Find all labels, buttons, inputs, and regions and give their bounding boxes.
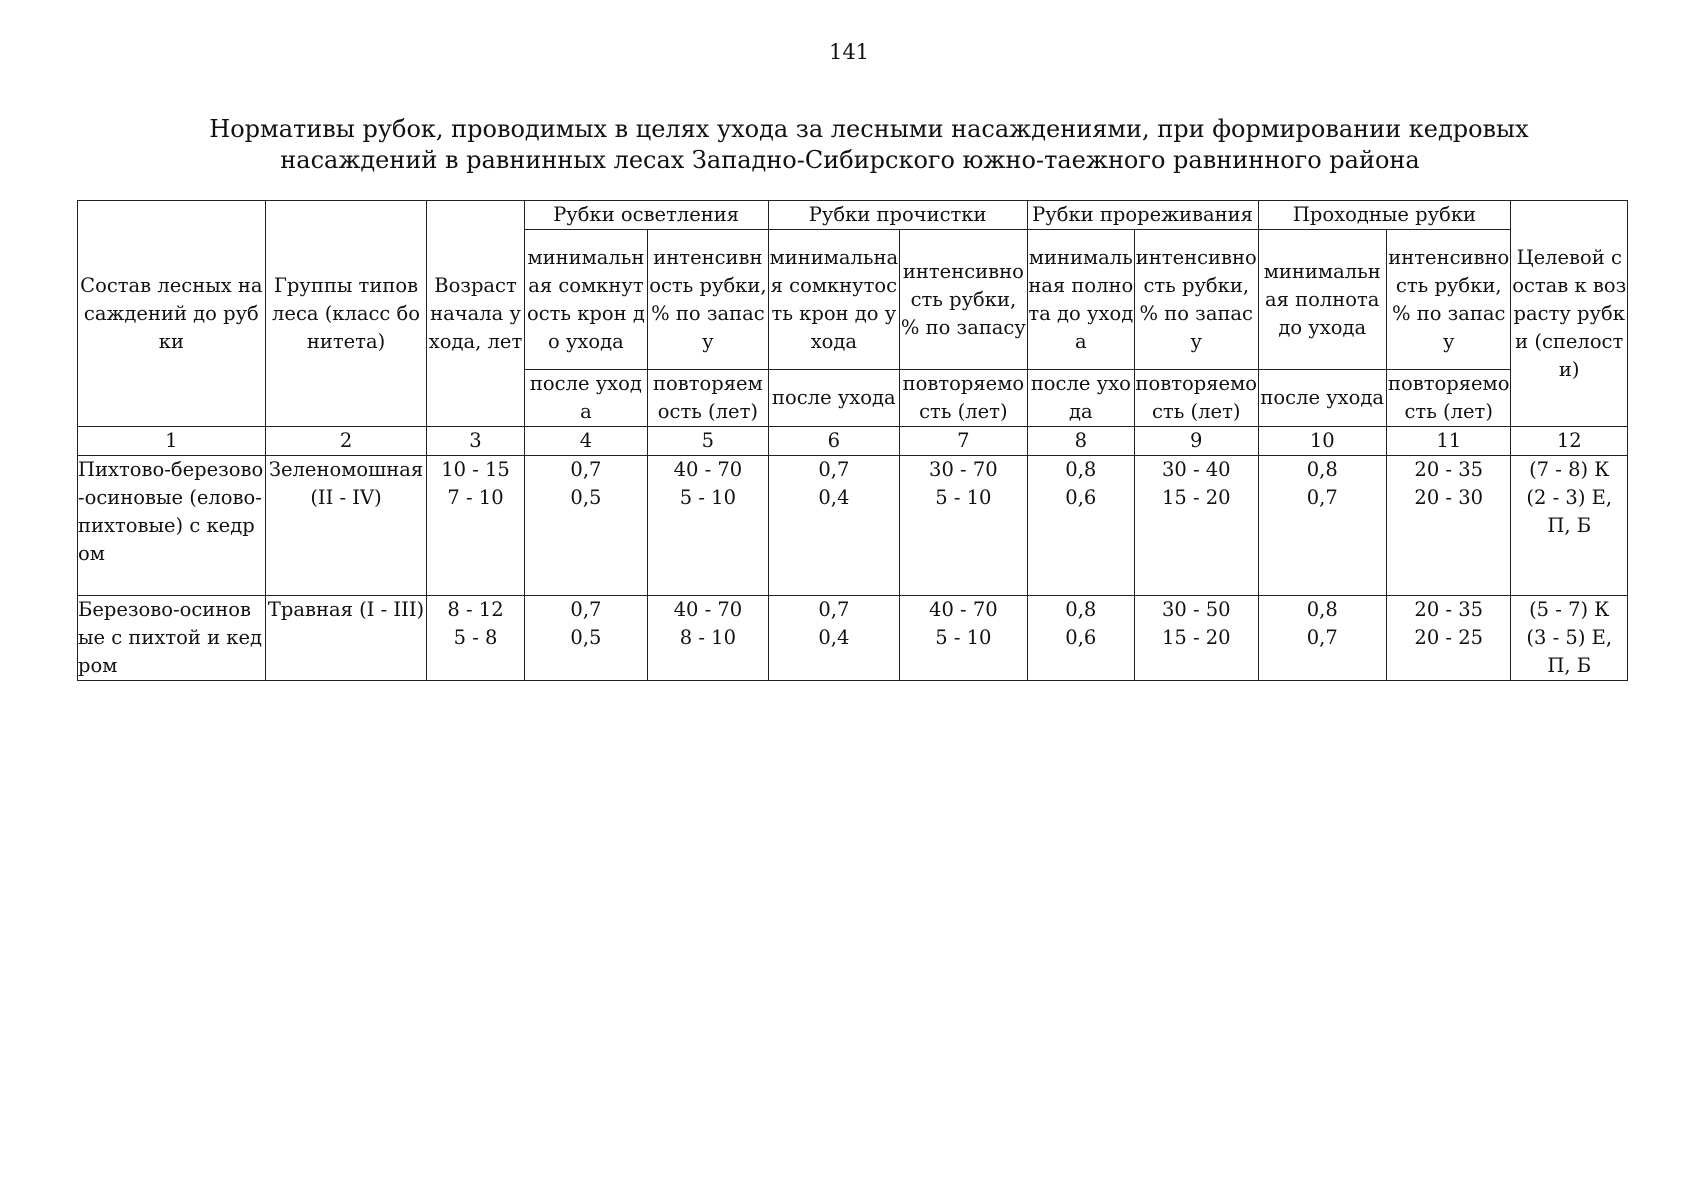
cell-target xyxy=(1511,596,1628,681)
cell-value: 5 - 10 xyxy=(935,486,992,509)
cell-c8 xyxy=(1027,596,1134,681)
cell-value: 20 - 35 xyxy=(1414,598,1484,621)
cell-value: 0,8 xyxy=(1065,458,1097,481)
cell-c11 xyxy=(1386,596,1510,681)
cell-value: 20 - 25 xyxy=(1414,626,1484,649)
cell-value: 0,4 xyxy=(818,486,850,509)
cell-value: 20 - 30 xyxy=(1414,486,1484,509)
cell-value: П, Б xyxy=(1547,514,1592,537)
cell-c7 xyxy=(900,596,1027,681)
cell-value: 0,5 xyxy=(570,486,602,509)
cell-c6 xyxy=(768,596,900,681)
document-title xyxy=(0,114,1698,176)
header-proch-intensity: интенсивность рубки, % по запасу xyxy=(900,230,1027,370)
cell-value: 30 - 50 xyxy=(1161,598,1231,621)
cell-c4 xyxy=(524,456,647,596)
cell-value: 8 - 10 xyxy=(679,626,736,649)
header-group-osvetleniya: Рубки осветления xyxy=(524,201,768,230)
table-row xyxy=(78,456,1628,596)
cell-value: 0,8 xyxy=(1306,458,1338,481)
column-number: 2 xyxy=(265,427,427,456)
cell-age xyxy=(427,596,524,681)
page-number: 141 xyxy=(828,40,870,64)
cell-value: 5 - 8 xyxy=(453,626,498,649)
column-number: 1 xyxy=(78,427,266,456)
header-group-prohodnye: Проходные рубки xyxy=(1258,201,1511,230)
cell-c10 xyxy=(1258,596,1386,681)
cell-value: 10 - 15 xyxy=(441,458,510,481)
column-number: 3 xyxy=(427,427,524,456)
cell-composition: Пихтово-березово-осиновые (елово-пихтовые) с кедром xyxy=(78,456,266,596)
cell-value: (7 - 8) К xyxy=(1529,458,1610,481)
cell-composition: Березово-осиновые с пихтой и кедром xyxy=(78,596,266,681)
cell-c10 xyxy=(1258,456,1386,596)
header-proch-min-closure: минимальная сомкнутость крон до ухода xyxy=(768,230,900,370)
cell-value: 0,7 xyxy=(1306,626,1338,649)
header-prorezh-min-density: минимальная полнота до ухода xyxy=(1027,230,1134,370)
cell-value: 0,8 xyxy=(1065,598,1097,621)
cell-value: (2 - 3) Е, xyxy=(1526,486,1613,509)
cell-forest-type: Зеленомошная (II - IV) xyxy=(265,456,427,596)
cell-value: 5 - 10 xyxy=(679,486,736,509)
header-prohod-repeat: повторяемость (лет) xyxy=(1386,370,1510,427)
cell-age xyxy=(427,456,524,596)
column-number: 8 xyxy=(1027,427,1134,456)
column-number: 10 xyxy=(1258,427,1386,456)
header-group-prorezhivaniya: Рубки прореживания xyxy=(1027,201,1258,230)
cell-value: (5 - 7) К xyxy=(1529,598,1610,621)
header-prohod-after: после ухода xyxy=(1258,370,1386,427)
cell-value: (3 - 5) Е, xyxy=(1526,626,1613,649)
cell-value: 30 - 40 xyxy=(1161,458,1231,481)
header-prorezh-intensity: интенсивность рубки, % по запасу xyxy=(1135,230,1258,370)
cell-value: 5 - 10 xyxy=(935,626,992,649)
cell-c5 xyxy=(648,456,768,596)
column-number: 5 xyxy=(648,427,768,456)
column-number: 11 xyxy=(1386,427,1510,456)
column-numbers-row xyxy=(78,427,1628,456)
cell-value: 0,7 xyxy=(818,598,850,621)
cell-value: 20 - 35 xyxy=(1414,458,1484,481)
cell-value: 40 - 70 xyxy=(673,598,743,621)
cell-value: 15 - 20 xyxy=(1161,626,1231,649)
cell-c11 xyxy=(1386,456,1510,596)
column-number: 7 xyxy=(900,427,1027,456)
cell-value: 30 - 70 xyxy=(929,458,998,481)
header-osv-min-closure: минимальная сомкнутость крон до ухода xyxy=(524,230,647,370)
cell-value: 7 - 10 xyxy=(447,486,504,509)
header-prorezh-after: после ухода xyxy=(1027,370,1134,427)
cell-c4 xyxy=(524,596,647,681)
cell-value: 0,6 xyxy=(1065,486,1097,509)
cell-c7 xyxy=(900,456,1027,596)
cell-value: 0,6 xyxy=(1065,626,1097,649)
header-prorezh-repeat: повторяемость (лет) xyxy=(1135,370,1258,427)
column-number: 4 xyxy=(524,427,647,456)
header-proch-after: после ухода xyxy=(768,370,900,427)
norms-table xyxy=(77,200,1628,681)
cell-c5 xyxy=(648,596,768,681)
cell-c8 xyxy=(1027,456,1134,596)
table-row xyxy=(78,596,1628,681)
header-forest-type: Группы типов леса (класс бонитета) xyxy=(265,201,427,427)
cell-forest-type: Травная (I - III) xyxy=(265,596,427,681)
header-osv-repeat: повторяемость (лет) xyxy=(648,370,768,427)
cell-value: 0,7 xyxy=(570,458,602,481)
cell-c9 xyxy=(1135,596,1258,681)
header-group-prochistki: Рубки прочистки xyxy=(768,201,1027,230)
cell-value: 0,7 xyxy=(1306,486,1338,509)
cell-value: 40 - 70 xyxy=(929,598,998,621)
cell-value: П, Б xyxy=(1547,654,1592,677)
cell-c9 xyxy=(1135,456,1258,596)
title-line-2: насаждений в равнинных лесах Западно-Сибирского южно-таежного равнинного района xyxy=(280,146,1420,174)
cell-value: 0,7 xyxy=(818,458,850,481)
header-prohod-intensity: интенсивность рубки, % по запасу xyxy=(1386,230,1510,370)
header-proch-repeat: повторяемость (лет) xyxy=(900,370,1027,427)
title-line-1: Нормативы рубок, проводимых в целях ухода за лесными насаждениями, при формировании кедровых xyxy=(209,115,1529,143)
cell-value: 40 - 70 xyxy=(673,458,743,481)
column-number: 9 xyxy=(1135,427,1258,456)
cell-value: 0,4 xyxy=(818,626,850,649)
header-osv-intensity: интенсивность рубки, % по запасу xyxy=(648,230,768,370)
cell-value: 15 - 20 xyxy=(1161,486,1231,509)
cell-value: 0,7 xyxy=(570,598,602,621)
header-prohod-min-density: минимальная полнота до ухода xyxy=(1258,230,1386,370)
cell-value: 8 - 12 xyxy=(447,598,504,621)
header-composition: Состав лесных насаждений до рубки xyxy=(78,201,266,427)
header-target-composition: Целевой состав к возрасту рубки (спелости) xyxy=(1511,201,1628,427)
cell-c6 xyxy=(768,456,900,596)
cell-value: 0,8 xyxy=(1306,598,1338,621)
column-number: 6 xyxy=(768,427,900,456)
cell-value: 0,5 xyxy=(570,626,602,649)
header-osv-after: после ухода xyxy=(524,370,647,427)
header-start-age: Возраст начала ухода, лет xyxy=(427,201,524,427)
column-number: 12 xyxy=(1511,427,1628,456)
cell-target xyxy=(1511,456,1628,596)
